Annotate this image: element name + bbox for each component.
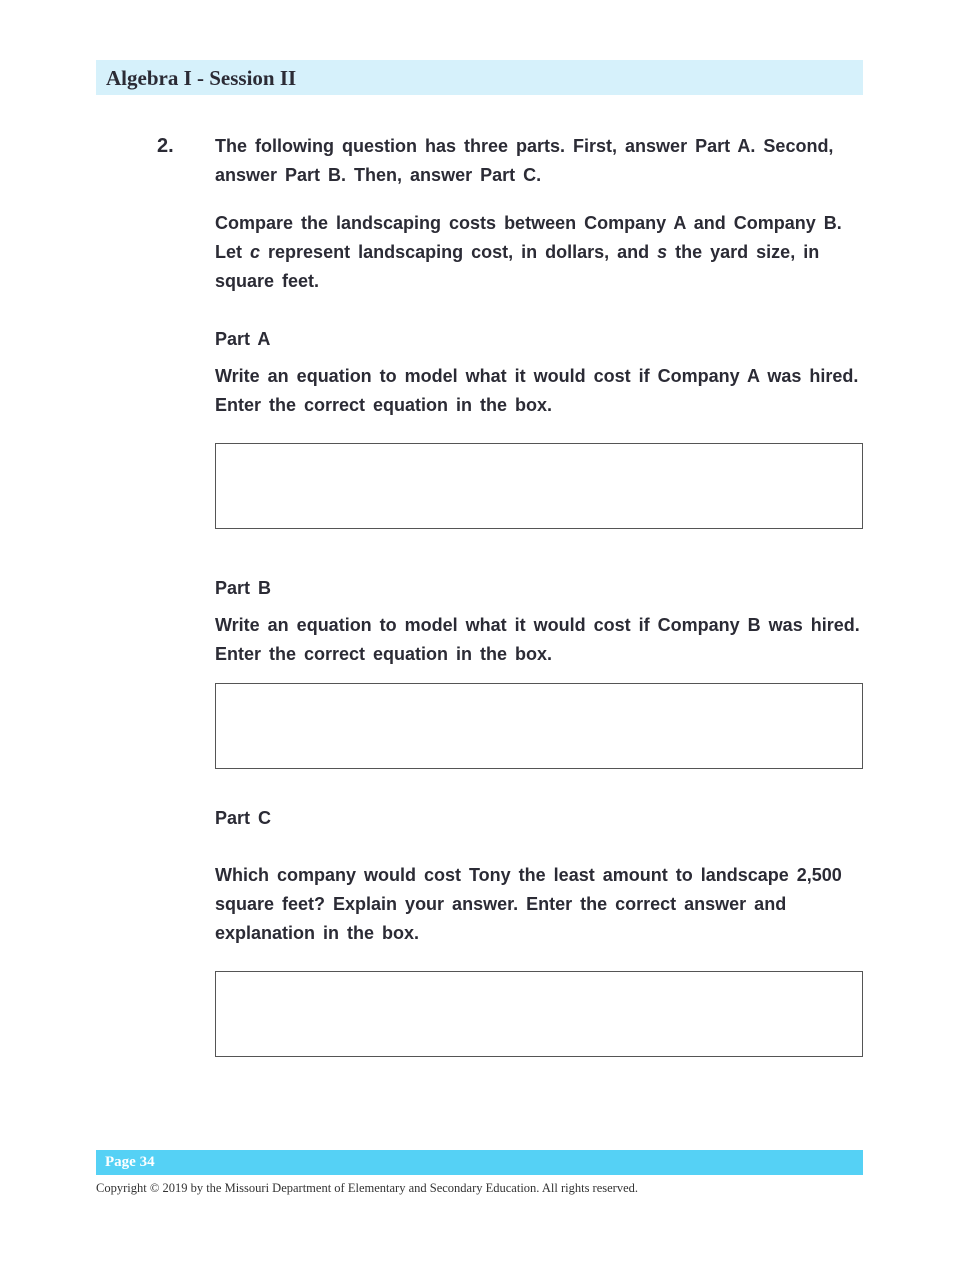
part-b-prompt [215, 611, 867, 669]
question-number: 2. [157, 135, 174, 157]
part-b-prompt-text: Write an equation to model what it would cost if Company B was hired. Enter the correct equation in the box. [215, 615, 860, 664]
context-suffix: the yard size, in square feet. [215, 242, 820, 291]
footer-bar [96, 1150, 863, 1175]
variable-c: c [250, 242, 261, 262]
part-b-label: Part B [215, 578, 272, 598]
question-context-text [215, 209, 867, 296]
part-a-label: Part A [215, 329, 271, 349]
part-b-answer-box[interactable] [215, 683, 863, 769]
question-intro [215, 132, 867, 190]
part-a-prompt [215, 362, 867, 420]
variable-s: s [657, 242, 668, 262]
part-a-prompt-text: Write an equation to model what it would cost if Company A was hired. Enter the correct equation in the box. [215, 366, 859, 415]
copyright-notice: Copyright © 2019 by the Missouri Department of Elementary and Secondary Education. All rights reserved. [96, 1181, 639, 1195]
part-c-prompt [215, 861, 867, 948]
part-c-label: Part C [215, 808, 272, 828]
part-c-answer-box[interactable] [215, 971, 863, 1057]
header-bar [96, 60, 863, 95]
part-c-prompt-text: Which company would cost Tony the least amount to landscape 2,500 square feet? Explain your answer. Enter the correct answer and explanation in the box. [215, 865, 842, 943]
part-a-answer-box[interactable] [215, 443, 863, 529]
question-intro-text: The following question has three parts. First, answer Part A. Second, answer Part B. Then, answer Part C. [215, 136, 834, 185]
question-context [215, 209, 867, 296]
context-prefix: Compare the landscaping costs between Company A and Company B. Let [215, 213, 842, 262]
context-mid: represent landscaping cost, in dollars, and [260, 242, 658, 262]
page-number: Page 34 [105, 1154, 155, 1170]
page-title: Algebra I - Session II [106, 66, 297, 90]
